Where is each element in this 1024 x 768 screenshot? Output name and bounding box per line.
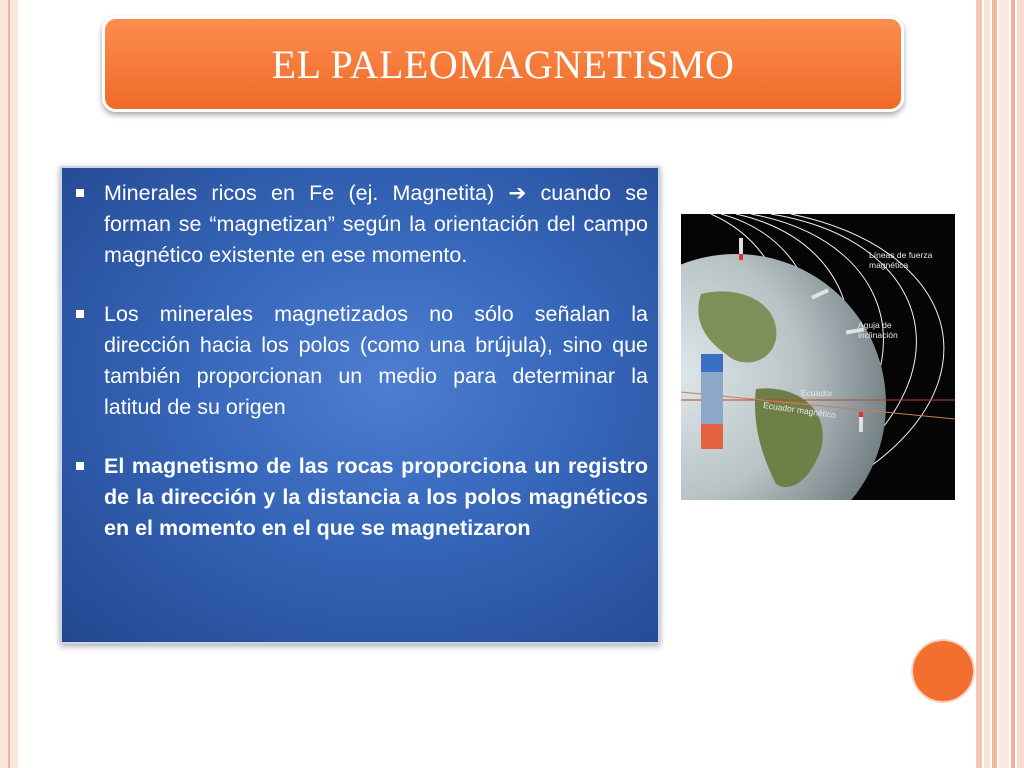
decorative-circle [913,641,973,701]
bullet-item [104,451,648,544]
label-needle: Aguja de [858,320,892,330]
magnet-south-pole [701,424,723,449]
bullet-item [104,178,648,271]
title-banner [102,16,904,112]
right-border-stripe [992,0,997,768]
label-field-lines-2: magnética [869,260,909,270]
bullet-text: El magnetismo de las rocas proporciona un registro de la dirección y la distancia a los polos magnéticos en el momento en el que se magnetizaron [104,454,648,540]
left-border-line [8,0,10,768]
earth-magnetic-field-figure [681,214,955,500]
bullet-text: Los minerales magnetizados no sólo señalan la dirección hacia los polos (como una brújula), sino que también proporcionan un medio para determinar la latitud de su origen [104,302,648,419]
right-border-stripe [1017,0,1024,768]
right-border-stripe [984,0,990,768]
content-box [60,166,660,644]
right-border-stripe [1011,0,1015,768]
slide-title: EL PALEOMAGNETISMO [271,41,735,87]
label-equator: Ecuador [801,388,833,398]
label-needle-2: inclinación [858,330,898,340]
right-border-stripe [999,0,1009,768]
magnet-north-pole [701,354,723,372]
bullet-item [104,299,648,423]
square-bullet-icon [76,189,84,197]
square-bullet-icon [76,310,84,318]
square-bullet-icon [76,462,84,470]
bullet-list [62,168,658,544]
label-magnetic-equator: Ecuador magnético [762,400,837,421]
label-field-lines: Líneas de fuerza [869,250,933,260]
right-border-stripe [976,0,982,768]
bullet-text: Minerales ricos en Fe (ej. Magnetita) ➔ cuando se forman se “magnetizan” según la orientación del campo magnético existente en ese momento. [104,181,648,267]
